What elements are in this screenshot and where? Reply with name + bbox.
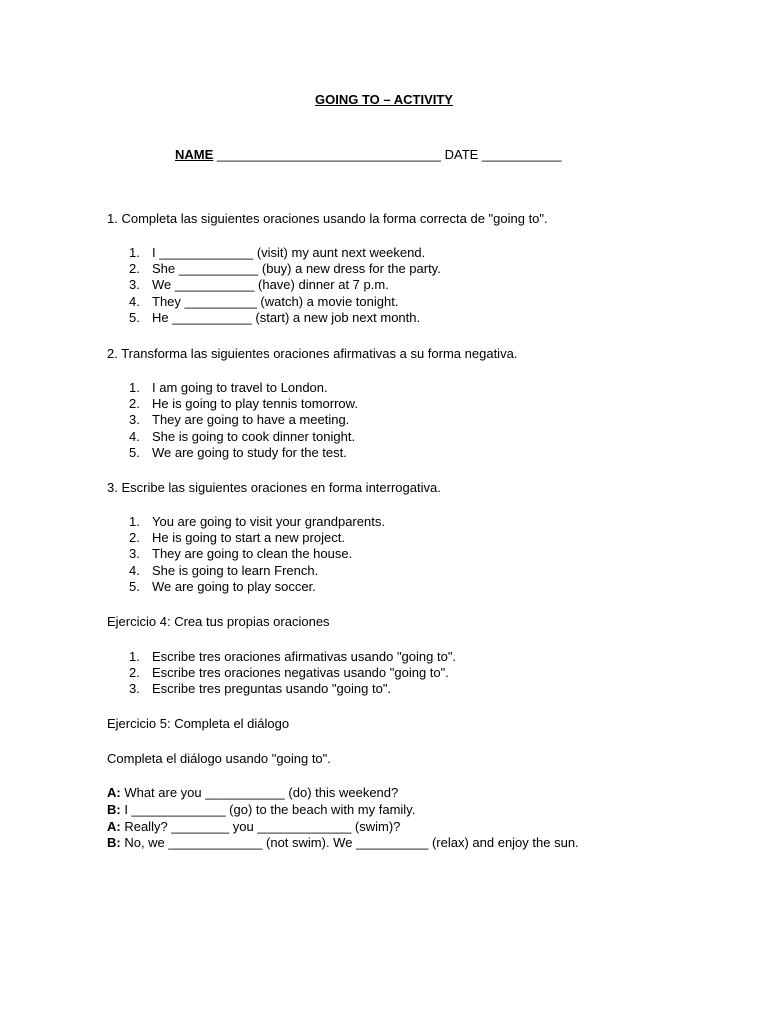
item-text: Escribe tres oraciones negativas usando "going to". [152,665,449,681]
section-4-heading: Ejercicio 4: Crea tus propias oraciones [107,614,330,629]
dialogue-text: What are you ___________ (do) this weekend? [120,785,399,800]
item-number: 1. [129,380,140,395]
item-number: 3. [129,546,140,562]
dialogue-line [107,785,579,802]
page-title: GOING TO – ACTIVITY [315,92,453,107]
name-date-blanks: _______________________________ DATE ___________ [213,147,562,162]
item-number: 5. [129,444,140,460]
speaker-label: B: [107,835,121,851]
item-number: 3. [129,681,140,697]
item-number: 1. [129,245,140,260]
dialogue-text: No, we _____________ (not swim). We __________ (relax) and enjoy the sun. [120,835,579,851]
name-label: NAME [175,147,214,162]
item-number: 4. [129,428,140,444]
item-number: 2. [129,665,140,681]
item-number: 2. [129,530,140,546]
item-text: They are going to have a meeting. [152,412,350,428]
section-5-heading: Ejercicio 5: Completa el diálogo [107,716,290,731]
dialogue-line [107,819,579,836]
item-text: We are going to study for the test. [152,444,347,460]
item-text: He is going to play tennis tomorrow. [152,396,358,412]
speaker-label: A: [107,785,121,800]
item-number: 1. [129,649,140,664]
dialogue-text: I _____________ (go) to the beach with my family. [120,801,416,817]
item-number: 4. [129,293,140,309]
item-number: 5. [129,309,140,325]
item-number: 2. [129,261,140,277]
item-number: 4. [129,562,140,578]
dialogue-block [107,785,579,852]
section-5-instruction: Completa el diálogo usando "going to". [107,751,331,766]
item-text: I _____________ (visit) my aunt next weekend. [152,245,426,260]
dialogue-text: Really? ________ you _____________ (swim)? [120,818,401,834]
item-text: They __________ (watch) a movie tonight. [152,293,399,309]
name-date-line [175,147,561,163]
item-number: 3. [129,277,140,293]
item-number: 1. [129,514,140,529]
dialogue-line [107,802,579,819]
dialogue-line [107,835,579,852]
item-number: 2. [129,396,140,412]
item-text: You are going to visit your grandparents. [152,514,385,529]
item-text: Escribe tres oraciones afirmativas usando "going to". [152,649,457,664]
speaker-label: B: [107,801,121,817]
item-text: They are going to clean the house. [152,546,353,562]
item-text: He ___________ (start) a new job next month. [152,309,421,325]
item-text: She is going to cook dinner tonight. [152,428,356,444]
item-text: I am going to travel to London. [152,380,328,395]
item-text: He is going to start a new project. [152,530,345,546]
speaker-label: A: [107,818,121,834]
item-number: 5. [129,578,140,594]
item-text: We are going to play soccer. [152,578,316,594]
section-1-heading: 1. Completa las siguientes oraciones usando la forma correcta de "going to". [107,211,548,226]
item-number: 3. [129,412,140,428]
section-2-heading: 2. Transforma las siguientes oraciones afirmativas a su forma negativa. [107,346,518,361]
item-text: She is going to learn French. [152,562,319,578]
section-3-heading: 3. Escribe las siguientes oraciones en forma interrogativa. [107,480,441,495]
item-text: We ___________ (have) dinner at 7 p.m. [152,277,389,293]
item-text: She ___________ (buy) a new dress for the party. [152,261,441,277]
item-text: Escribe tres preguntas usando "going to". [152,681,392,697]
